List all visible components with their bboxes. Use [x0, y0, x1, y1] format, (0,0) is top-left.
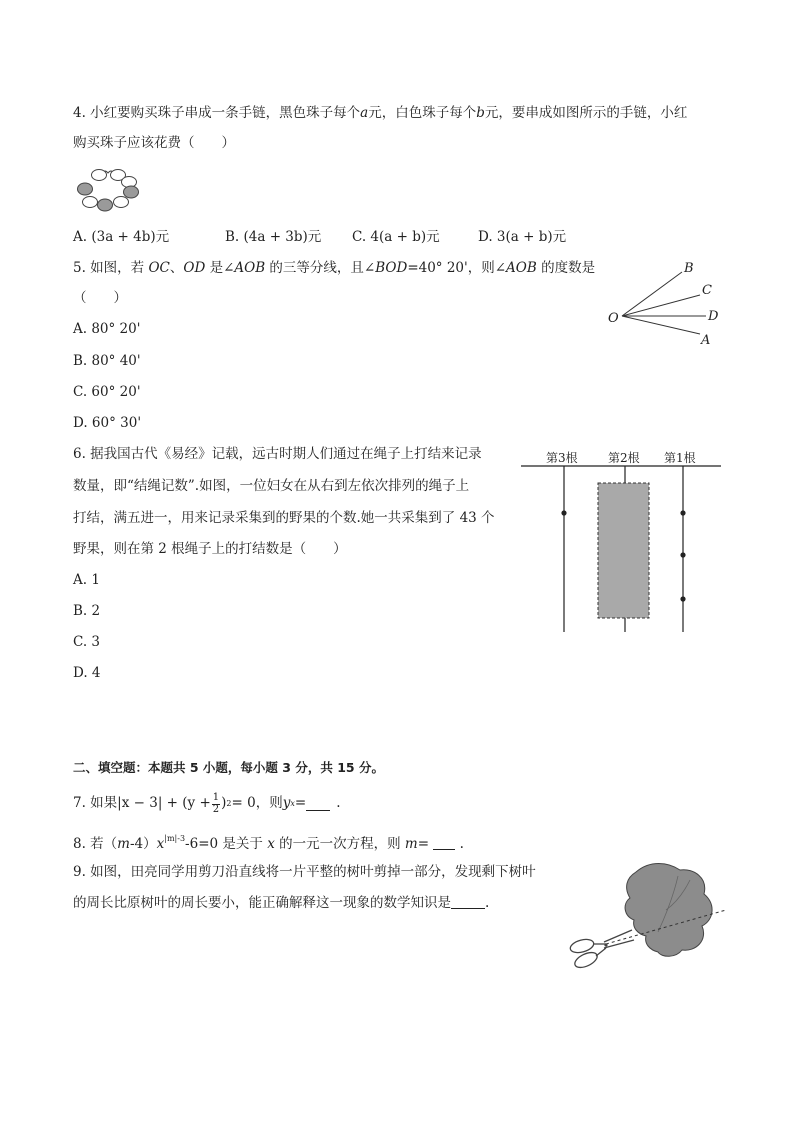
q8-answer-blank[interactable] — [433, 837, 455, 850]
section2-end: 分。 — [354, 760, 384, 775]
rope-label-3: 第3根 — [546, 451, 578, 465]
q7-frac-den: 2 — [212, 803, 220, 815]
q4-line1-mid: 元，白色珠子每个 — [368, 105, 477, 121]
section2-count: 5 — [189, 760, 199, 775]
section2-each: 3 — [282, 760, 291, 775]
q4-option-d: D. 3(a + b)元 — [478, 229, 567, 245]
q8-eq: = — [417, 836, 430, 852]
leaf-scissors-figure — [566, 858, 730, 984]
q8-x: x — [156, 836, 165, 852]
q7-exp: 2 — [226, 799, 232, 808]
q5-line1-end: 的度数是 — [536, 260, 596, 276]
q5-aob2: AOB — [506, 260, 537, 276]
q5-line1 — [73, 262, 595, 276]
q4-line1-text: 4. 小红要购买珠子串成一条手链，黑色珠子每个 — [73, 105, 361, 121]
bead-white — [114, 197, 129, 208]
q5-option-c: C. 60° 20' — [73, 384, 141, 400]
q8-m2: m — [404, 836, 418, 852]
q7-yx-exp: x — [290, 799, 295, 808]
q7-pre: 7. 如果 — [73, 795, 118, 812]
q6-line-4: 野果，则在第 2 根绳子上的打结数是（ ） — [73, 541, 347, 557]
leaf — [625, 864, 712, 957]
q5-line1-mid: 是∠ — [205, 260, 235, 276]
q7-expr2: ) — [221, 795, 227, 812]
q9-answer-blank[interactable] — [451, 896, 485, 909]
q4-var-b: b — [476, 105, 485, 121]
q4-option-b: B. (4a + 3b)元 — [225, 229, 322, 245]
q6-option-b: B. 2 — [73, 603, 101, 619]
q9-line1: 9. 如图，田亮同学用剪刀沿直线将一片平整的树叶剪掉一部分，发现剩下树叶 — [73, 864, 536, 880]
bracelet-figure — [72, 165, 142, 213]
q7-frac-num: 1 — [212, 792, 220, 803]
q7-line — [73, 789, 340, 819]
q8-m1: m — [117, 836, 130, 852]
q5-line2: （ ） — [73, 290, 127, 306]
ray-oa — [622, 316, 700, 334]
bead-black — [78, 183, 93, 195]
q6-line-1: 6. 据我国古代《易经》记载，远古时期人们通过在绳子上打结来记录 — [73, 446, 482, 462]
q5-option-a: A. 80° 20' — [73, 321, 141, 337]
label-c: C — [702, 283, 712, 298]
q5-bod: BOD — [375, 260, 408, 276]
q9-line2 — [73, 896, 489, 911]
bead-black — [98, 199, 113, 211]
q7-expr1: |x − 3| + (y + — [117, 795, 211, 812]
bead-black — [124, 186, 139, 198]
section2-total: 15 — [337, 760, 355, 775]
angle-figure — [600, 258, 730, 350]
label-a: A — [701, 333, 711, 348]
label-o: O — [608, 311, 619, 326]
section2-mid2: 分，共 — [290, 760, 338, 775]
q8-minus4: -4） — [129, 836, 157, 852]
q9-line2-text: 的周长比原树叶的周长要小，能正确解释这一现象的数学知识是 — [73, 895, 451, 911]
q5-line1-pre: 5. 如图，若 — [73, 260, 149, 276]
q4-line1-end: 元，要串成如图所示的手链，小红 — [484, 105, 688, 121]
ray-oc — [622, 295, 700, 316]
q4-option-a: A. (3a + 4b)元 — [73, 229, 170, 245]
q6-option-a: A. 1 — [73, 572, 100, 588]
label-d: D — [708, 309, 719, 324]
q5-option-b: B. 80° 40' — [73, 353, 141, 369]
q6-line-2: 数量，即“结绳记数”.如图，一位妇女在从右到左依次排列的绳子上 — [73, 478, 470, 494]
q8-exp: |m|-3 — [164, 834, 186, 843]
q5-option-d: D. 60° 30' — [73, 415, 142, 431]
q4-line1 — [73, 107, 687, 121]
rope-label-2: 第2根 — [608, 451, 640, 465]
q7-eq: = — [294, 795, 307, 812]
section2-prefix: 二、填空题：本题共 — [73, 760, 190, 775]
knot — [680, 552, 685, 557]
knot — [680, 596, 685, 601]
q7-fraction — [212, 793, 220, 815]
q7-mid: ，则 — [255, 795, 283, 812]
q5-oc: OC — [148, 260, 170, 276]
knot-rope-figure — [515, 444, 725, 636]
q6-line-3: 打结，满五进一，用来记录采集到的野果的个数.她一共采集到了 43 个 — [73, 510, 495, 526]
q8-mid: 的一元一次方程，则 — [274, 836, 405, 852]
covered-region — [598, 483, 649, 618]
bead-white — [83, 197, 98, 208]
bead-white — [92, 170, 107, 181]
q9-end: . — [485, 895, 490, 911]
q5-od: OD — [183, 260, 206, 276]
q8-rest: -6=0 是关于 — [185, 836, 268, 852]
q8-line — [73, 835, 464, 852]
section2-mid1: 小题，每小题 — [198, 760, 283, 775]
q6-option-c: C. 3 — [73, 634, 101, 650]
scissors-icon — [569, 930, 634, 971]
q5-line1-mid3: =40° 20'，则∠ — [407, 260, 507, 276]
q5-sep: 、 — [169, 260, 184, 276]
q7-answer-blank[interactable] — [306, 798, 330, 811]
q6-option-d: D. 4 — [73, 665, 101, 681]
ray-ob — [622, 272, 682, 316]
q8-pre: 8. 若（ — [73, 836, 118, 852]
q4-option-c: C. 4(a + b)元 — [352, 229, 440, 245]
rope-label-1: 第1根 — [664, 451, 696, 465]
q5-line1-mid2: 的三等分线，且∠ — [265, 260, 376, 276]
q4-var-a: a — [360, 105, 369, 121]
section2-header — [73, 762, 384, 775]
knot — [680, 510, 685, 515]
q5-aob: AOB — [234, 260, 266, 276]
q7-yx-base: y — [282, 795, 291, 812]
q8-end: . — [459, 836, 464, 852]
knot — [561, 510, 566, 515]
q8-x2: x — [267, 836, 275, 852]
q7-expr3: = 0 — [231, 795, 256, 812]
label-b: B — [684, 261, 694, 276]
q7-end: . — [336, 795, 341, 812]
q4-line2: 购买珠子应该花费（ ） — [73, 135, 235, 151]
